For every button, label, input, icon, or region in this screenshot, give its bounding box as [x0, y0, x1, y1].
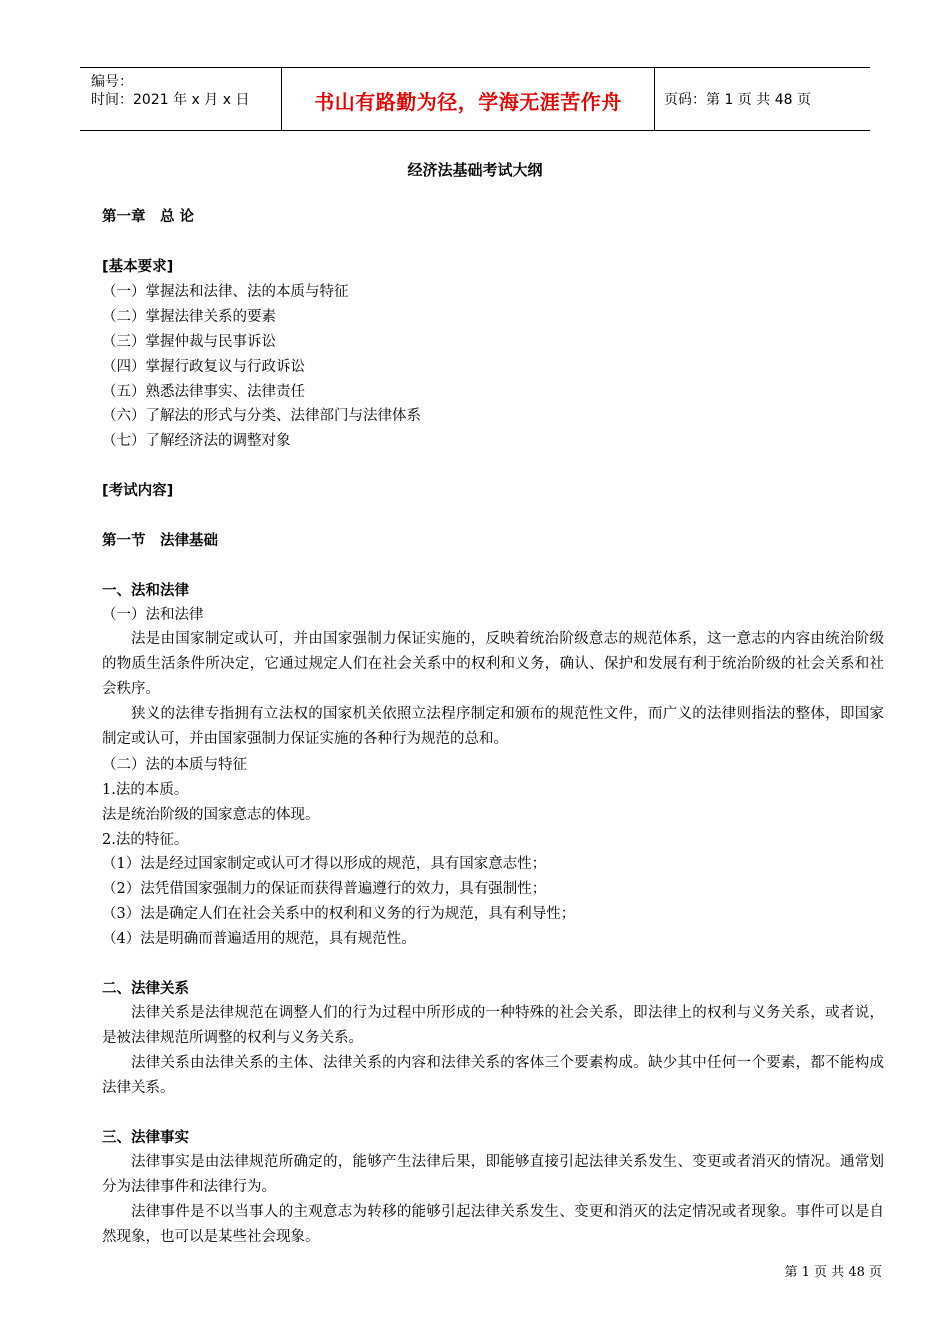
section-heading: 第一节 法律基础	[102, 533, 218, 549]
paragraph: 法律事实是由法律规范所确定的，能够产生法律后果，即能够直接引起法律关系发生、变更或者消灭的情况。通常划分为法律事件和法律行为。	[102, 1154, 884, 1195]
subsubsection-heading: （二）法的本质与特征	[102, 757, 247, 773]
document-number-label: 编号：	[91, 74, 133, 90]
requirement-item: （二）掌握法律关系的要素	[102, 309, 276, 325]
feature-item: （1）法是经过国家制定或认可才得以形成的规范，具有国家意志性；	[102, 856, 547, 872]
requirement-item: （三）掌握仲裁与民事诉讼	[102, 334, 276, 350]
paragraph: 法律关系是法律规范在调整人们的行为过程中所形成的一种特殊的社会关系，即法律上的权利与义务关系，或者说，是被法律规范所调整的权利与义务关系。	[102, 1005, 884, 1046]
paragraph-line: 2.法的特征。	[102, 832, 189, 848]
chapter-heading: 第一章 总 论	[102, 209, 195, 225]
paragraph-line: 1.法的本质。	[102, 782, 189, 798]
requirement-item: （七）了解经济法的调整对象	[102, 433, 291, 449]
paragraph: 狭义的法律专指拥有立法权的国家机关依照立法程序制定和颁布的规范性文件，而广义的法律则指法的整体，即国家制定或认可，并由国家强制力保证实施的各种行为规范的总和。	[102, 706, 884, 747]
paragraph-line: 法是统治阶级的国家意志的体现。	[102, 807, 320, 823]
requirement-item: （四）掌握行政复议与行政诉讼	[102, 359, 305, 375]
subsubsection-heading: （一）法和法律	[102, 607, 204, 623]
basic-requirements-heading: [基本要求]	[102, 259, 174, 275]
header-page-label: 页码：第 1 页 共 48 页	[664, 92, 811, 108]
feature-item: （4）法是明确而普遍适用的规范，具有规范性。	[102, 931, 416, 947]
header-motto-cell	[281, 68, 655, 130]
header-meta-cell	[80, 68, 280, 130]
document-title: 经济法基础考试大纲	[407, 161, 543, 179]
header-motto: 书山有路勤为径，学海无涯苦作舟	[314, 90, 622, 114]
exam-content-heading: [考试内容]	[102, 483, 174, 499]
feature-item: （2）法凭借国家强制力的保证而获得普遍遵行的效力，具有强制性；	[102, 881, 547, 897]
paragraph: 法律事件是不以当事人的主观意志为转移的能够引起法律关系发生、变更和消灭的法定情况或者现象。事件可以是自然现象，也可以是某些社会现象。	[102, 1204, 884, 1245]
feature-item: （3）法是确定人们在社会关系中的权利和义务的行为规范，具有利导性；	[102, 906, 576, 922]
requirement-item: （一）掌握法和法律、法的本质与特征	[102, 284, 349, 300]
paragraph: 法是由国家制定或认可，并由国家强制力保证实施的，反映着统治阶级意志的规范体系，这一意志的内容由统治阶级的物质生活条件所决定，它通过规定人们在社会关系中的权利和义务，确认、保护和发展有利于统治阶级的社会关系和社会秩序。	[102, 631, 884, 697]
requirement-item: （五）熟悉法律事实、法律责任	[102, 384, 305, 400]
paragraph: 法律关系由法律关系的主体、法律关系的内容和法律关系的客体三个要素构成。缺少其中任何一个要素，都不能构成法律关系。	[102, 1055, 884, 1096]
document-header	[80, 67, 870, 131]
document-date-label: 时间：2021 年 x 月 x 日	[91, 92, 250, 108]
subsection-heading: 一、法和法律	[102, 583, 189, 599]
subsection-heading: 三、法律事实	[102, 1130, 189, 1146]
requirement-item: （六）了解法的形式与分类、法律部门与法律体系	[102, 408, 421, 424]
page-footer: 第 1 页 共 48 页	[784, 1265, 882, 1280]
header-page-cell	[655, 68, 870, 130]
subsection-heading: 二、法律关系	[102, 981, 189, 997]
